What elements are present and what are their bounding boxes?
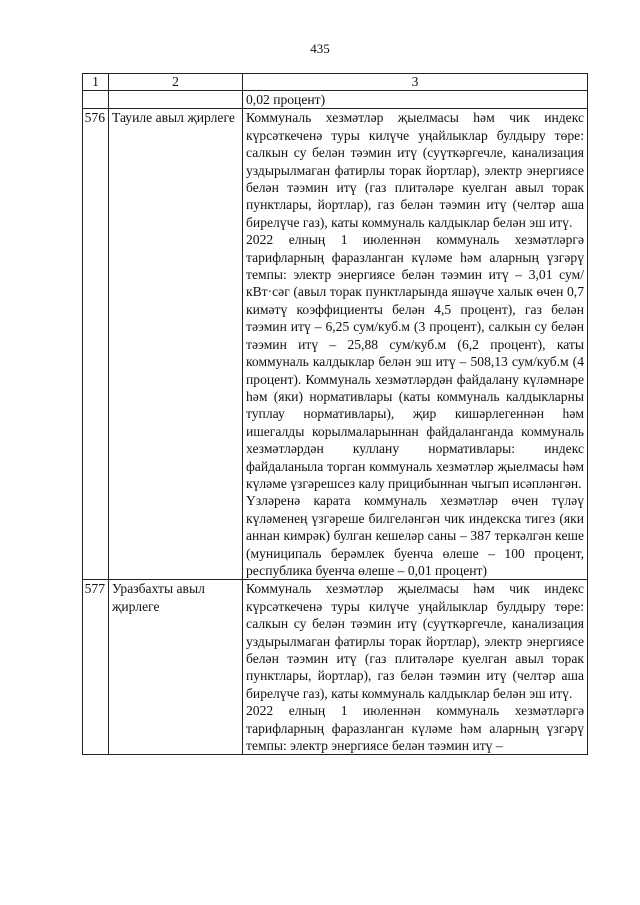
settlement-name: Тауиле авыл җирлеге xyxy=(109,109,243,580)
table-row xyxy=(83,109,588,580)
paragraph: Үзләренә карата коммуналь хезмәтләр өчен түләү күләменең үзгәреше билгеләнгән чик индекска тигез (яки аннан кимрәк) булган кешеләр саны – 387 теркәлгән кеше (муниципаль берәмлек буенча өлеше – 100 процент, республика буенча өлеше – 0,01 процент) xyxy=(246,493,584,578)
continuation-name-cell xyxy=(109,91,243,109)
table-row xyxy=(83,580,588,755)
row-number: 577 xyxy=(83,580,109,755)
paragraph: Коммуналь хезмәтләр җыелмасы һәм чик индекс күрсәткеченә туры килүче уңайлыклар булдыру төре: салкын су белән тәэмин итү (суүткәргечле, канализация уздырылмаган фатирлы торак йортлар), электр энергиясе белән тәэмин итү (газ плитәләре куелган авыл торак пунктлары, йортлар), газ белән тәэмин итү (челтәр аша бирелүче газ), каты коммуналь калдыклар белән эш итү. xyxy=(246,110,584,230)
page-number: 435 xyxy=(310,41,330,56)
paragraph: 2022 елның 1 июленнән коммуналь хезмәтләргә тарифларның фаразланган күләме һәм аларның үзгәрү темпы: электр энергиясе белән тәэмин итү – xyxy=(246,703,584,754)
continuation-text: 0,02 процент) xyxy=(243,91,588,109)
paragraph: Коммуналь хезмәтләр җыелмасы һәм чик индекс күрсәткеченә туры килүче уңайлыклар булдыру төре: салкын су белән тәэмин итү (суүткәргечле, канализация уздырылмаган фатирлы торак йортлар), электр энергиясе белән тәэмин итү (газ плитәләре куелган авыл торак пунктлары, йортлар), газ белән тәэмин итү (челтәр аша бирелүче газ), каты коммуналь калдыклар белән эш итү. xyxy=(246,581,584,701)
description-cell xyxy=(243,580,588,755)
settlement-name: Уразбахты авыл җирлеге xyxy=(109,580,243,755)
table-header-row xyxy=(83,74,588,91)
continuation-num-cell xyxy=(83,91,109,109)
header-col-2: 2 xyxy=(109,74,243,91)
description-cell xyxy=(243,109,588,580)
header-col-3: 3 xyxy=(243,74,588,91)
data-table xyxy=(82,73,588,755)
continuation-row xyxy=(83,91,588,109)
paragraph: 2022 елның 1 июленнән коммуналь хезмәтләргә тарифларның фаразланган күләме һәм аларның үзгәрү темпы: электр энергиясе белән тәэмин итү – 3,01 сум/кВт·сәг (авыл торак пунктларында яшәүче халык өчен 0,7 кимәтү коэффициенты белән 4,5 процент), газ белән тәэмин итү – 6,25 сум/куб.м (3 процент), салкын су белән тәэмин итү – 25,88 сум/куб.м (6,2 процент), каты коммуналь калдыклар белән эш итү – 508,13 сум/куб.м (4 процент). Коммуналь хезмәтләрдән файдалану күләмнәре һәм (яки) нормативлары (каты коммуналь калдыкларны туплау нормативлары), җир кишәрлегеннән һәм ишегалды корылмаларыннан файдаланганда коммуналь хезмәтләрдән куллану нормативлары: индекс файдаланыла торган коммуналь хезмәтләр җыелмасы һәм күләме үзгәрешсез калу прицибыннан чыгып исәпләнгән. xyxy=(246,232,584,491)
row-number: 576 xyxy=(83,109,109,580)
header-col-1: 1 xyxy=(83,74,109,91)
